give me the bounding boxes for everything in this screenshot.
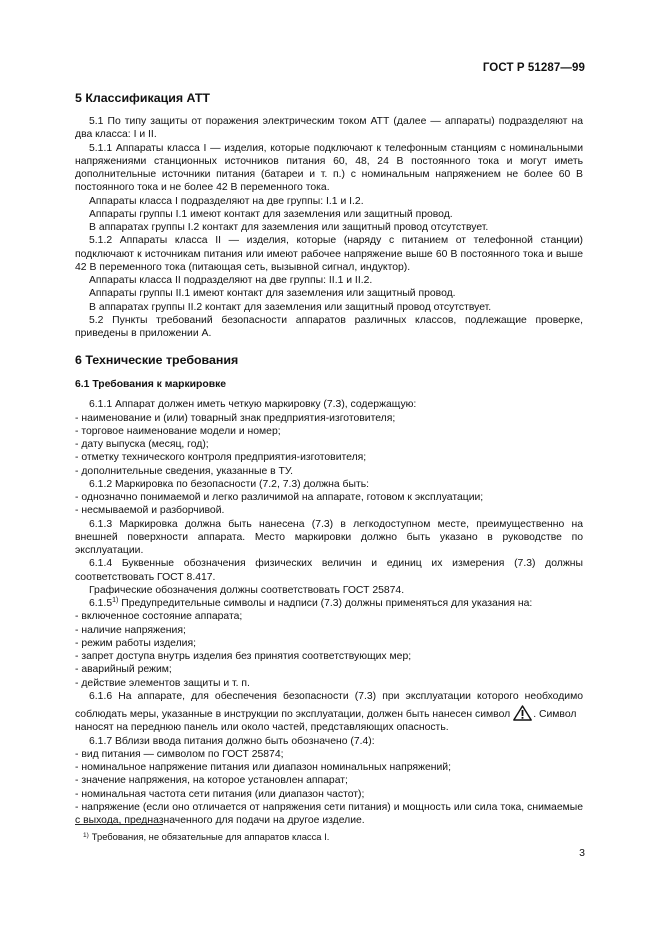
paragraph-6-1-5 <box>75 597 583 610</box>
list-item: - режим работы изделия; <box>75 637 196 649</box>
list-item: - наличие напряжения; <box>75 624 186 636</box>
paragraph-5-1: 5.1 По типу защиты от поражения электрическим током АТТ (далее — аппараты) подразделяют на два класса: I и II. <box>75 116 583 141</box>
standard-code: ГОСТ Р 51287—99 <box>482 62 585 74</box>
list-item: - действие элементов защиты и т. п. <box>75 677 250 689</box>
paragraph-group-i2: В аппаратах группы I.2 контакт для заземления или защитный провод отсутствует. <box>89 222 489 233</box>
paragraph-5-2: 5.2 Пункты требований безопасности аппаратов различных классов, подлежащие проверке, приведены в приложении А. <box>75 314 583 339</box>
paragraph-5-1-2: 5.1.2 Аппараты класса II — изделия, которые (наряду с питанием от телефонной станции) подключают к источникам питания или имеют рабочее напряжение выше 60 В постоянного тока и выше 42 В переменного тока (питающая сеть, вызывной сигнал, индуктор). <box>75 235 583 273</box>
paragraph-graphic-symbols: Графические обозначения должны соответствовать ГОСТ 25874. <box>89 584 405 596</box>
list-item: - отметку технического контроля предприятия-изготовителя; <box>75 452 367 464</box>
list-item: - вид питания — символом по ГОСТ 25874; <box>75 748 284 760</box>
list-item: - напряжение (если оно отличается от напряжения сети питания) и мощность или сила тока, снимаемые с выхода, предназначенного для подачи на другое изделие. <box>75 801 583 826</box>
list-item: - запрет доступа внутрь изделия без принятия соответствующих мер; <box>75 651 412 662</box>
footnote-text: Требования, не обязательные для аппаратов класса I. <box>91 831 330 842</box>
paragraph-6-1-7: 6.1.7 Вблизи ввода питания должно быть обозначено (7.4): <box>89 735 375 747</box>
paragraph-group-ii2: В аппаратах группы II.2 контакт для заземления или защитный провод отсутствует. <box>89 301 492 313</box>
paragraph-6-1-4: 6.1.4 Буквенные обозначения физических величин и единиц их измерения (7.3) должны соответствовать ГОСТ 8.417. <box>75 558 583 583</box>
section-5-heading: 5 Классификация АТТ <box>75 91 210 105</box>
paragraph-6-1-3: 6.1.3 Маркировка должна быть нанесена (7.3) в легкодоступном месте, преимущественно на внешней поверхности аппарата. Место маркировки должно быть указано в руководстве по эксплуатации. <box>75 518 583 556</box>
list-item: - торговое наименование модели и номер; <box>75 425 281 437</box>
list-item: - номинальное напряжение питания или диапазон номинальных напряжений; <box>75 762 451 773</box>
paragraph-5-1-1: 5.1.1 Аппараты класса I — изделия, которые подключают к телефонным станциям с номинальными напряжениями станционных источников питания 60, 48, 24 В постоянного тока и могут иметь дополнительные источники питания (батареи и т. п.) с номинальным напряжением не более 60 В постоянного тока и не более 42 В переменного тока. <box>75 142 583 194</box>
list-item: - номинальная частота сети питания (или диапазон частот); <box>75 788 365 800</box>
paragraph-class-ii-groups: Аппараты класса II подразделяют на две группы: II.1 и II.2. <box>89 275 373 286</box>
page-content <box>75 91 583 827</box>
footnote-reference: 1) <box>112 597 119 604</box>
list-item: - наименование и (или) товарный знак предприятия-изготовителя; <box>75 412 396 424</box>
list-item: - значение напряжения, на которое установлен аппарат; <box>75 775 348 787</box>
list-item: - несмываемой и разборчивой. <box>75 505 225 517</box>
subsection-6-1-heading: 6.1 Требования к маркировке <box>75 379 227 391</box>
paragraph-6-1-2: 6.1.2 Маркировка по безопасности (7.2, 7.3) должна быть: <box>89 478 370 490</box>
clause-text: Предупредительные символы и надписи (7.3) должны применяться для указания на: <box>118 598 533 609</box>
list-item: - дополнительные сведения, указанные в ТУ. <box>75 465 293 477</box>
warning-triangle-icon <box>513 705 532 721</box>
clause-number: 6.1.5 <box>89 598 113 609</box>
footnote <box>75 831 329 842</box>
page-number: 3 <box>579 847 585 859</box>
footnote-mark: 1) <box>83 832 89 839</box>
paragraph-6-1-6-line3: наносят на переднюю панель или около частей, представляющих опасность. <box>75 722 449 734</box>
paragraph-6-1-1: 6.1.1 Аппарат должен иметь четкую маркировку (7.3), содержащую: <box>89 399 417 411</box>
paragraph-6-1-6-line2 <box>75 705 583 721</box>
paragraph-group-i1: Аппараты группы I.1 имеют контакт для заземления или защитный провод. <box>89 208 453 220</box>
paragraph-6-1-6-line1: 6.1.6 На аппарате, для обеспечения безопасности (7.3) при эксплуатации которого необходимо <box>89 690 583 702</box>
paragraph-class-i-groups: Аппараты класса I подразделяют на две группы: I.1 и I.2. <box>89 195 364 207</box>
section-6-heading: 6 Технические требования <box>75 353 239 368</box>
list-item: - дату выпуска (месяц, год); <box>75 439 209 450</box>
list-item: - включенное состояние аппарата; <box>75 611 243 623</box>
list-item: - однозначно понимаемой и легко различимой на аппарате, готовом к эксплуатации; <box>75 492 484 503</box>
footnote-divider <box>75 824 163 825</box>
clause-text-end: . Символ <box>533 709 577 720</box>
list-item: - аварийный режим; <box>75 664 172 676</box>
clause-text: соблюдать меры, указанные в инструкции по эксплуатации, должен быть нанесен символ <box>75 709 511 720</box>
paragraph-group-ii1: Аппараты группы II.1 имеют контакт для заземления или защитный провод. <box>89 288 456 300</box>
